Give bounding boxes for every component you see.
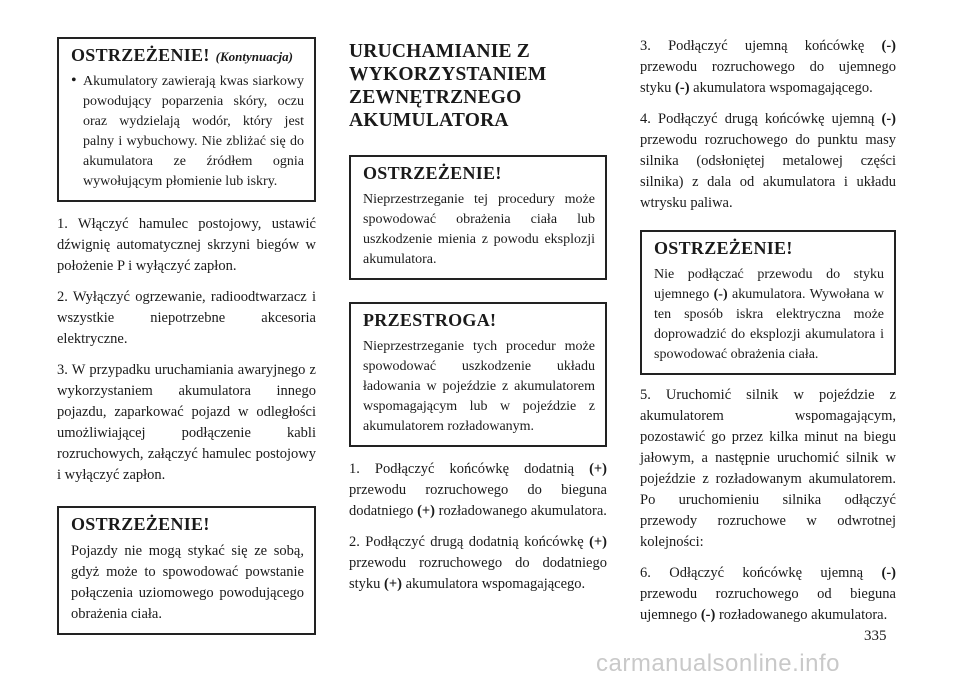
step-3: 3. Podłączyć ujemną końcówkę (-) przewodu rozruchowego do ujemnego styku (-) akumulatora wspomagającego. (640, 38, 896, 96)
step-3: 3. W przypadku uruchamiania awaryjnego z wykorzystaniem akumulatora innego pojazdu, zaparkować pojazd w odległości umożliwiającej podłączenie kabli rozruchowych, załączyć hamulec postojowy i wyłączyć zapłon. (57, 362, 316, 483)
continued-label: (Kontynuacja) (215, 49, 293, 64)
warning-title: OSTRZEŻENIE! (71, 514, 210, 534)
caution-box (349, 302, 607, 447)
step-1: 1. Włączyć hamulec postojowy, ustawić dźwignię automatycznej skrzyni biegów w położenie P i wyłączyć zapłon. (57, 216, 316, 274)
column-middle (349, 0, 607, 605)
step-1: 1. Podłączyć końcówkę dodatnią (+) przewodu rozruchowego do bieguna dodatniego (+) rozładowanego akumulatora. (349, 461, 607, 519)
bullet-icon: • (71, 72, 77, 89)
step-2: 2. Wyłączyć ogrzewanie, radioodtwarzacz i wszystkie niepotrzebne akcesoria elektryczne. (57, 289, 316, 347)
steps-list (640, 385, 896, 626)
warning-box-continued (57, 37, 316, 202)
warning-text: Akumulatory zawierają kwas siarkowy powodujący poparzenia skóry, oczu oraz wydzielają wodór, który jest palny i wybuchowy. Nie zbliżać się do akumulatora ze źródłem ognia wywołującym płomienie lub iskry. (83, 74, 304, 189)
steps-list (57, 214, 316, 486)
steps-list (349, 459, 607, 595)
warning-box-procedure (349, 155, 607, 280)
warning-text: Nie podłączać przewodu do styku ujemnego (-) akumulatora. Wywołana w ten sposób iskra elektryczna może doprowadzić do eksplozji akumulatora i spowodować obrażenia ciała. (654, 267, 884, 362)
warning-box-vehicles (57, 506, 316, 635)
warning-title: OSTRZEŻENIE! (363, 163, 502, 183)
caution-text: Nieprzestrzeganie tych procedur może spowodować uszkodzenie układu ładowania w pojeździe z akumulatorem wspomagającym lub w pojeździe z akumulatorem rozładowanym. (363, 339, 595, 434)
warning-bullet (71, 72, 304, 192)
column-right (640, 0, 896, 636)
section-heading: URUCHAMIANIE Z WYKORZYSTANIEM ZEWNĘTRZNEGO AKUMULATORA (349, 41, 547, 131)
warning-box-spark (640, 230, 896, 375)
page-number: 335 (864, 628, 887, 644)
step-2: 2. Podłączyć drugą dodatnią końcówkę (+) przewodu rozruchowego do dodatniego styku (+) akumulatora wspomagającego. (349, 534, 607, 592)
steps-list (640, 36, 896, 214)
step-4: 4. Podłączyć drugą końcówkę ujemną (-) przewodu rozruchowego do punktu masy silnika (odsłoniętej metalowej części silnika) z dala od akumulatora i układu wtrysku paliwa. (640, 111, 896, 211)
caution-title: PRZESTROGA! (363, 310, 497, 330)
step-6: 6. Odłączyć końcówkę ujemną (-) przewodu rozruchowego od bieguna ujemnego (-) rozładowanego akumulatora. (640, 565, 896, 623)
warning-title: OSTRZEŻENIE! (Kontynuacja) (71, 45, 293, 65)
warning-text: Pojazdy nie mogą stykać się ze sobą, gdyż może to spowodować powstanie połączenia uziomowego powodującego obrażenia ciała. (71, 543, 304, 622)
watermark: carmanualsonline.info (596, 650, 840, 677)
column-left (57, 0, 316, 635)
warning-title: OSTRZEŻENIE! (654, 238, 793, 258)
warning-text: Nieprzestrzeganie tej procedury może spowodować obrażenia ciała lub uszkodzenie mienia z powodu eksplozji akumulatora. (363, 192, 595, 267)
step-5: 5. Uruchomić silnik w pojeździe z akumulatorem wspomagającym, pozostawić go przez kilka minut na biegu jałowym, a następnie uruchomić silnik w pojeździe z rozładowanym akumulatorem. Po uruchomieniu silnika odłączyć przewody rozruchowe w odwrotnej kolejności: (640, 387, 896, 550)
